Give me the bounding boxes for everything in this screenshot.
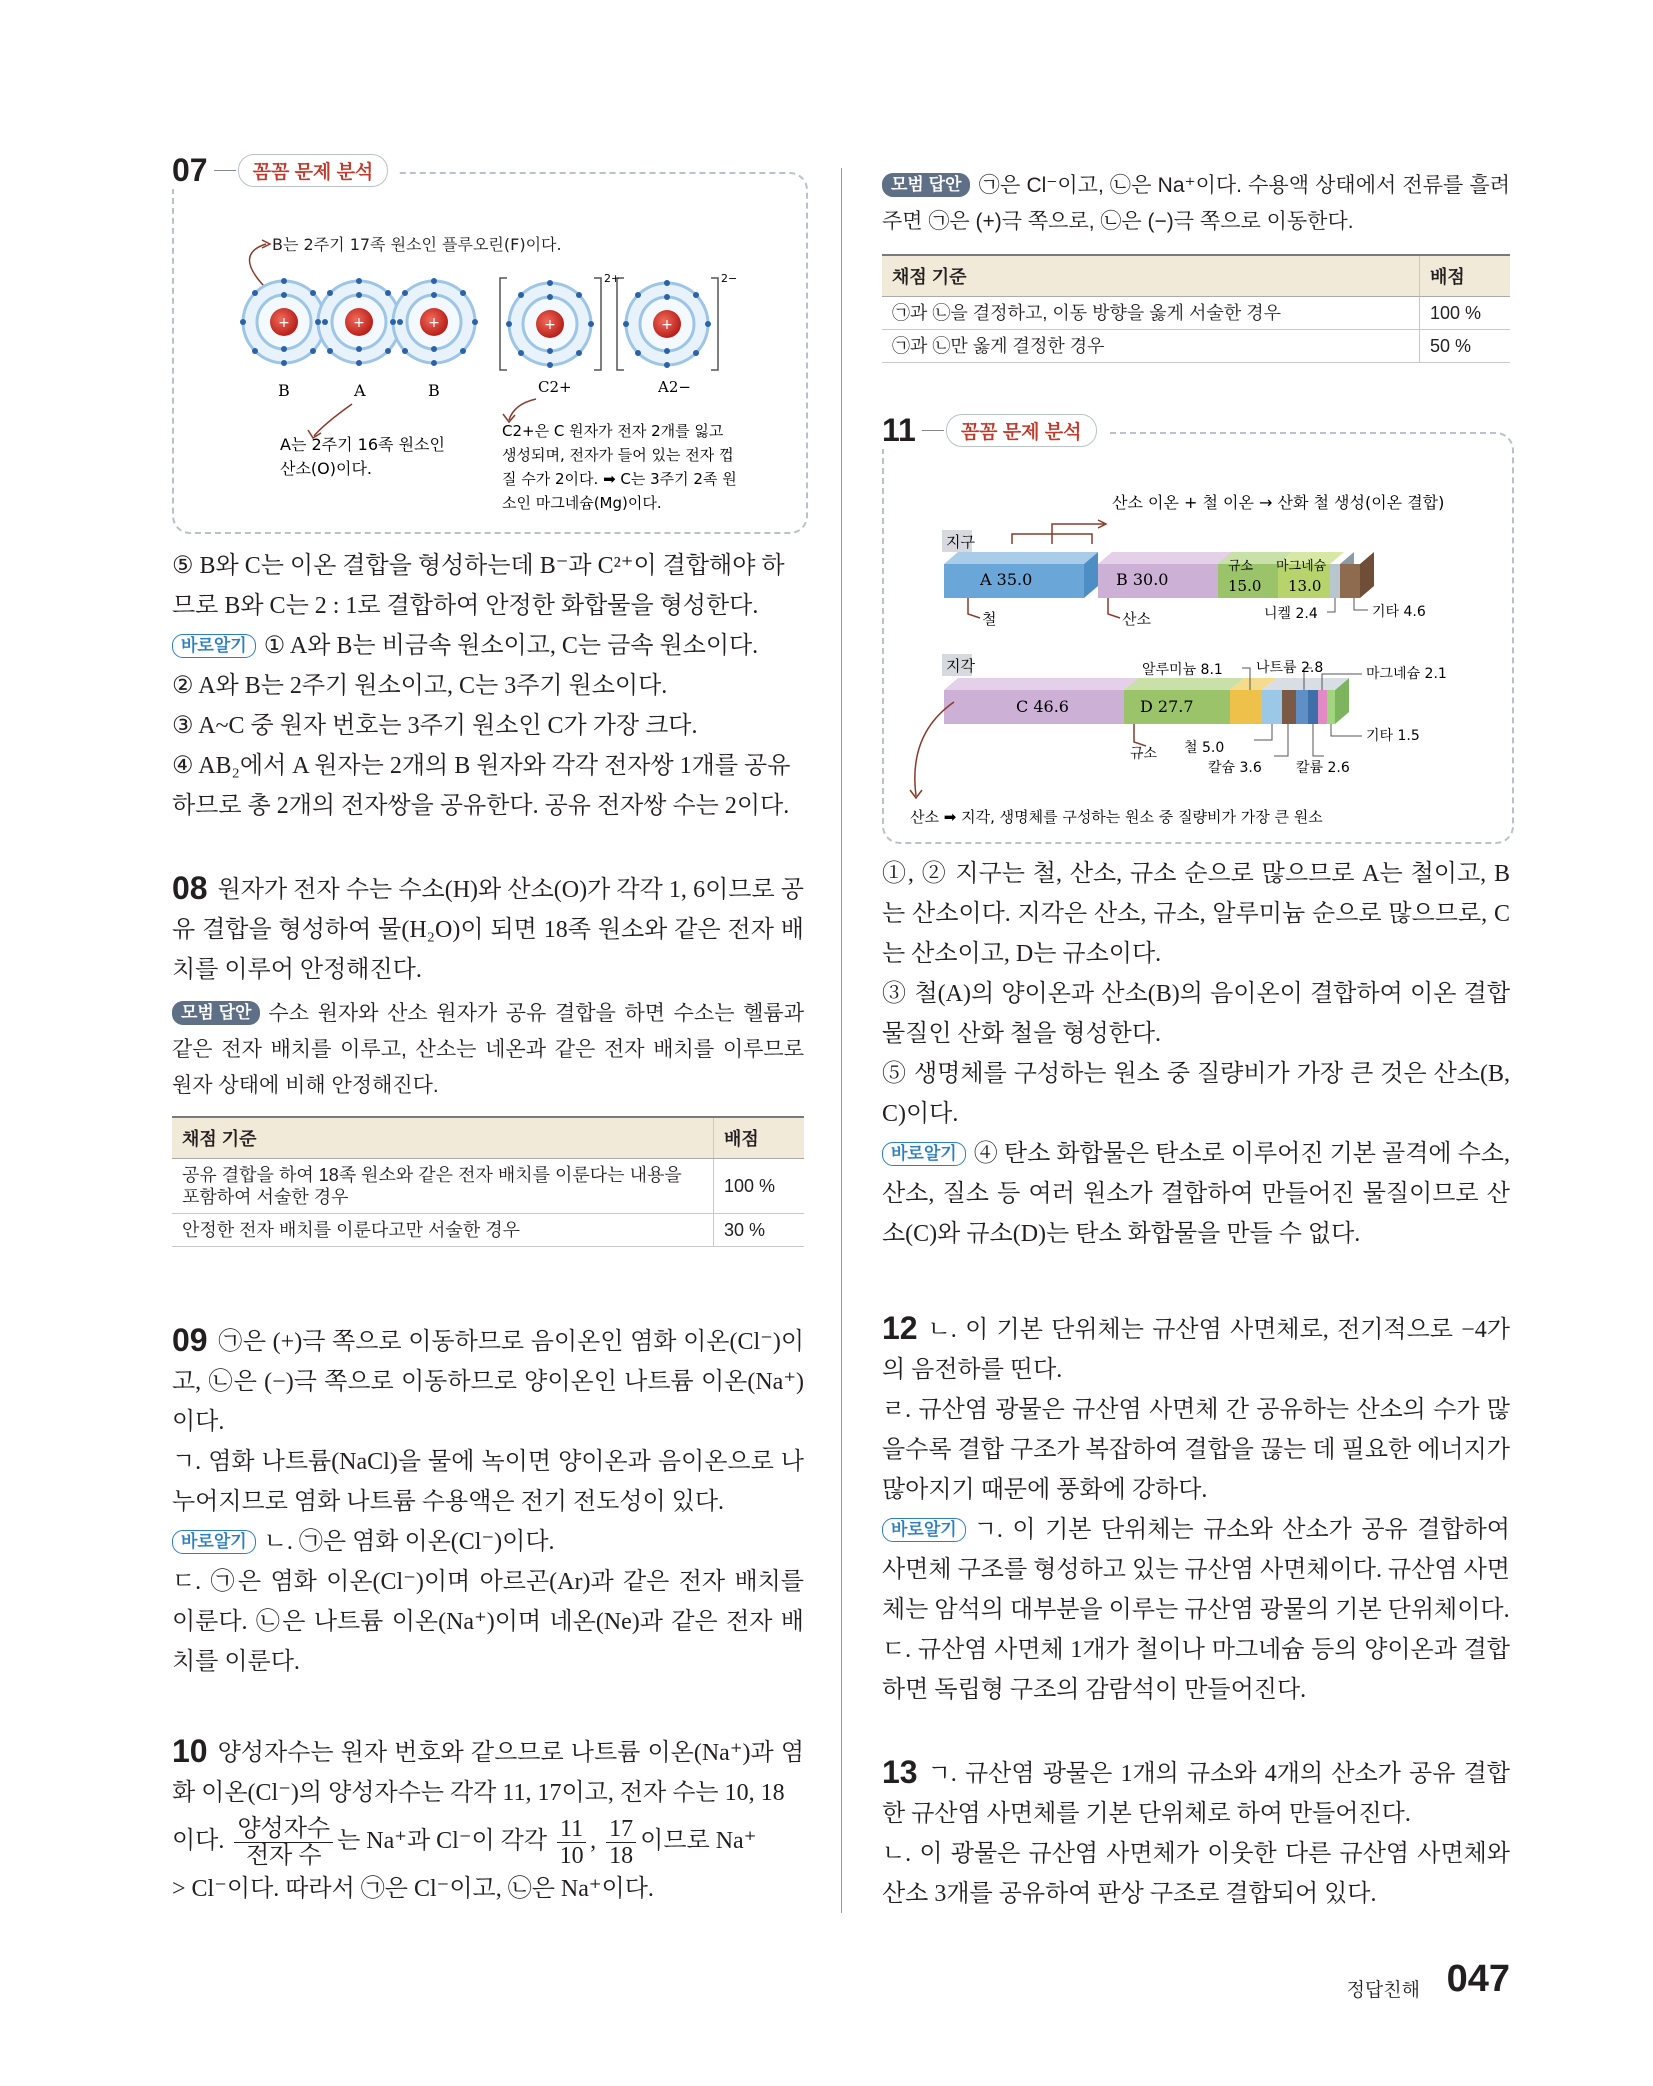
q08-criteria-table [172,1116,804,1247]
q07-note-c-2: 생성되며, 전자가 들어 있는 전자 껍 [502,446,734,464]
table-row [882,297,1510,330]
svg-text:+: + [428,315,440,331]
q10-model-section [882,168,1510,363]
q10-number: 10 [172,1733,208,1769]
q12-line-d: ㄷ. 규산염 사면체 1개가 철이나 마그네슘 등의 양이온과 결합하면 독립형 구조의 감람석이 만들어진다. [882,1637,1510,1703]
q11-bottom-note: 산소 ➡ 지각, 생명체를 구성하는 원소 중 질량비가 가장 큰 원소 [910,808,1323,826]
q11-crust-etc: 기타 1.5 [1366,728,1420,744]
bar-earth-ni [1330,564,1340,598]
q11-top-note: 산소 이온 + 철 이온 → 산화 철 생성(이온 결합) [1112,493,1445,512]
q10-model-badge: 모범 답안 [882,173,970,197]
q08-th-score: 배점 [714,1117,805,1159]
q11-earth-ni: 니켈 2.4 [1264,606,1318,622]
table-row [882,330,1510,363]
q11-badge: 바로알기 [882,1142,966,1166]
bar-crust-k [1308,690,1318,724]
table-row [172,1214,804,1247]
q11-earth-label: 지구 [946,533,975,551]
q08-row2-score: 30 % [714,1214,805,1247]
q08-model-answer: 모범 답안 수소 원자와 산소 원자가 공유 결합을 하면 수소는 헬륨과 같은 전자 배치를 이루고, 산소는 네온과 같은 전자 배치를 이루므로 원자 상태에 비해 안정해진다. [172,1002,804,1097]
q07-charge-a: 2− [721,272,738,285]
svg-text:+: + [353,315,365,331]
q12-section [882,1308,1510,1710]
q11-analysis-box [882,412,1514,844]
q09-number: 09 [172,1322,208,1358]
q07-number: 07 [172,152,208,188]
q10-row1-score: 100 % [1420,297,1511,330]
bar-crust-na [1296,690,1308,724]
q11-crust-label: 지각 [946,657,975,675]
q13-number: 13 [882,1754,918,1790]
bar-crust-etc [1327,690,1335,724]
q11-earth-o: 산소 [1122,610,1151,628]
footer-label: 정답친해 [1346,1980,1420,2001]
q07-line-1: ⑤ B와 C는 이온 결합을 형성하는데 B⁻과 C²⁺이 결합해야 하 [172,553,785,579]
q07-line-2: 므로 B와 C는 2 : 1로 결합하여 안정한 화합물을 형성한다. [172,593,759,619]
q13-line-n: ㄴ. 이 광물은 규산염 사면체가 이웃한 다른 규산염 사면체와 산소 3개를 공유하여 판상 구조로 결합되어 있다. [882,1841,1510,1907]
q07-analysis-tag: 꼼꼼 문제 분석 [238,154,389,187]
q12-badge: 바로알기 [882,1518,966,1542]
q08-text: 08 원자가 전자 수는 수소(H)와 산소(O)가 각각 1, 6이므로 공유 결합을 형성하여 물(H₂O)이 되면 18족 원소와 같은 전자 배치를 이루어 안정해진다. [172,870,804,983]
q11-earth-a: A 35.0 [980,570,1033,589]
q07-note-a-2: 산소(O)이다. [280,459,372,478]
page-number: 047 [1446,1958,1510,2000]
q07-correction-5: 하므로 총 2개의 전자쌍을 공유한다. 공유 전자쌍 수는 2이다. [172,793,790,819]
q10-fraction-na: $\frac{11}{10}$ [557,1816,586,1869]
q11-crust-na: 나트륨 2.8 [1256,660,1324,676]
q10-criteria-table [882,254,1510,363]
q11-figure [884,434,1510,840]
q11-earth-si-val: 15.0 [1228,577,1262,595]
q10-section [172,1731,804,1909]
q11-earth-si: 규소 [1228,559,1254,574]
q11-number: 11 [882,412,916,448]
q11-crust-d: D 27.7 [1140,697,1194,716]
bar-crust-mg [1318,690,1327,724]
q11-line-2: ③ 철(A)의 양이온과 산소(B)의 음이온이 결합하여 이온 결합 물질인 산화 철을 형성한다. [882,981,1510,1047]
q11-crust-si: 규소 [1130,746,1158,762]
q11-line-1: ①, ② 지구는 철, 산소, 규소 순으로 많으므로 A는 철이고, B는 산소이다. 지각은 산소, 규소, 알루미늄 순으로 많으므로, C는 산소이고, D는 규소이다. [882,861,1510,967]
q07-badge: 바로알기 [172,634,256,658]
q11-earth-fe: 철 [982,610,997,628]
q12-line-r: ㄹ. 규산염 광물은 규산염 사면체 간 공유하는 산소의 수가 많을수록 결합 구조가 복잡하여 결합을 끊는 데 필요한 에너지가 많아지기 때문에 풍화에 강하다. [882,1397,1510,1503]
q10-row2-criteria: ㉠과 ㉡만 옳게 결정한 경우 [882,330,1420,363]
q09-line-g: ㄱ. 염화 나트륨(NaCl)을 물에 녹이면 양이온과 음이온으로 나누어지므로 염화 나트륨 수용액은 전기 전도성이 있다. [172,1449,804,1515]
q11-crust-mg: 마그네슘 2.1 [1366,666,1447,682]
q12-line-n: 12 ㄴ. 이 기본 단위체는 규산염 사면체로, 전기적으로 −4가의 음전하를 띤다. [882,1310,1510,1383]
q10-row2-score: 50 % [1420,330,1511,363]
q07-figure [174,174,804,530]
q07-correction-4: ④ AB₂에서 A 원자는 2개의 B 원자와 각각 전자쌍 1개를 공유 [172,753,791,779]
q11-line-3: ⑤ 생명체를 구성하는 원소 중 질량비가 가장 큰 것은 산소(B, C)이다. [882,1061,1510,1127]
q07-note-c-1: C2+은 C 원자가 전자 2개를 잃고 [502,422,724,440]
q09-badge: 바로알기 [172,1530,256,1554]
bar-crust-al [1230,690,1262,724]
q10-text2: 이다. $\frac{\text{양성자수}}{\text{전자 수}}$ 는 Na⁺과 Cl⁻이 각각 $\frac{11}{10}$ , $\frac{17}{18}$ 이므로 Na⁺ [172,1815,757,1869]
q09-text: 09 ㉠은 (+)극 쪽으로 이동하므로 음이온인 염화 이온(Cl⁻)이고, ㉡은 (−)극 쪽으로 이동하므로 양이온인 나트륨 이온(Na⁺)이다. [172,1322,804,1435]
q07-note-b: B는 2주기 17족 원소인 플루오린(F)이다. [272,235,562,254]
q13-section [882,1752,1510,1914]
q11-crust-fe: 철 5.0 [1184,740,1225,756]
svg-text:+: + [278,315,290,331]
q11-earth-mg: 마그네슘 [1276,559,1327,574]
q11-correction: 바로알기 ④ 탄소 화합물은 탄소로 이루어진 기본 골격에 수소, 산소, 질소 등 여러 원소가 결합하여 만들어진 물질이므로 산소(C)와 규소(D)는 탄소 화합물을 만들 수 없다. [882,1141,1510,1247]
q07-note-a-1: A는 2주기 16족 원소인 [280,435,445,454]
q10-th-criteria: 채점 기준 [882,255,1420,297]
q07-label-a2: A2− [658,378,691,396]
q11-crust-ca: 칼슘 3.6 [1208,760,1262,776]
q10-fraction-cl: $\frac{17}{18}$ [606,1816,636,1869]
q10-th-score: 배점 [1420,255,1511,297]
q13-line-g: 13 ㄱ. 규산염 광물은 1개의 규소와 4개의 산소가 공유 결합한 규산염 사면체를 기본 단위체로 하여 만들어진다. [882,1754,1510,1827]
q11-crust-al: 알루미늄 8.1 [1142,662,1223,678]
q10-text1: 10 양성자수는 원자 번호와 같으므로 나트륨 이온(Na⁺)과 염화 이온(Cl⁻)의 양성자수는 각각 11, 17이고, 전자 수는 10, 18 [172,1733,804,1806]
svg-text:+: + [661,317,673,333]
q07-note-c-3: 질 수가 2이다. ➡ C는 3주기 2족 원 [502,470,737,488]
q09-line-n: 바로알기 ㄴ. ㉠은 염화 이온(Cl⁻)이다. [172,1522,804,1562]
q11-explanation [882,854,1510,1254]
q07-correction-3: ③ A~C 중 원자 번호는 3주기 원소인 C가 가장 크다. [172,713,698,739]
q11-analysis-tag: 꼼꼼 문제 분석 [946,414,1097,447]
q11-crust-k: 칼륨 2.6 [1296,760,1350,776]
q11-earth-b: B 30.0 [1116,570,1169,589]
q08-section [172,868,804,1247]
q10-fraction-main: $\frac{\text{양성자수}}{\text{전자 수}}$ [234,1816,333,1869]
q07-analysis-box [172,152,808,534]
q07-label-c: C2+ [538,378,572,396]
q08-number: 08 [172,870,208,906]
bar-earth-etc [1340,564,1360,598]
q11-earth-etc: 기타 4.6 [1372,604,1426,620]
q07-label-b1: B [278,381,290,400]
table-row [172,1159,804,1214]
q12-number: 12 [882,1310,918,1346]
q08-row1-score: 100 % [714,1159,805,1214]
column-divider [841,168,842,1913]
q08-model-badge: 모범 답안 [172,1001,260,1025]
q07-correction-1: 바로알기 ① A와 B는 비금속 원소이고, C는 금속 원소이다. [172,626,804,666]
q08-row2-criteria: 안정한 전자 배치를 이룬다고만 서술한 경우 [172,1214,714,1247]
q07-label-b2: B [428,381,440,400]
q11-crust-c: C 46.6 [1016,697,1069,716]
q10-row1-criteria: ㉠과 ㉡을 결정하고, 이동 방향을 옳게 서술한 경우 [882,297,1420,330]
q11-earth-mg-val: 13.0 [1288,577,1322,595]
q07-explanation [172,546,804,826]
q10-model-answer: 모범 답안 ㉠은 Cl⁻이고, ㉡은 Na⁺이다. 수용액 상태에서 전류를 흘려주면 ㉠은 (+)극 쪽으로, ㉡은 (−)극 쪽으로 이동한다. [882,174,1510,233]
q09-line-d: ㄷ. ㉠은 염화 이온(Cl⁻)이며 아르곤(Ar)과 같은 전자 배치를 이룬다. ㉡은 나트륨 이온(Na⁺)이며 네온(Ne)과 같은 전자 배치를 이룬다. [172,1569,804,1675]
svg-text:+: + [544,317,556,333]
q10-text3: > Cl⁻이다. 따라서 ㉠은 Cl⁻이고, ㉡은 Na⁺이다. [172,1876,654,1902]
q08-row1-criteria: 공유 결합을 하여 18족 원소와 같은 전자 배치를 이룬다는 내용을 포함하여 서술한 경우 [172,1159,714,1214]
q07-charge-c: 2+ [604,272,621,285]
q07-correction-2: ② A와 B는 2주기 원소이고, C는 3주기 원소이다. [172,673,668,699]
q08-th-criteria: 채점 기준 [172,1117,714,1159]
q12-line-g: 바로알기 ㄱ. 이 기본 단위체는 규소와 산소가 공유 결합하여 사면체 구조를 형성하고 있는 규산염 사면체이다. 규산염 사면체는 암석의 대부분을 이루는 규산염 광물의 기본 단위체이다. [882,1517,1510,1623]
q09-section [172,1320,804,1682]
q07-note-c-4: 소인 마그네슘(Mg)이다. [502,494,662,512]
q07-label-a: A [354,381,366,400]
bar-crust-ca [1282,690,1296,724]
bar-crust-fe [1262,690,1282,724]
